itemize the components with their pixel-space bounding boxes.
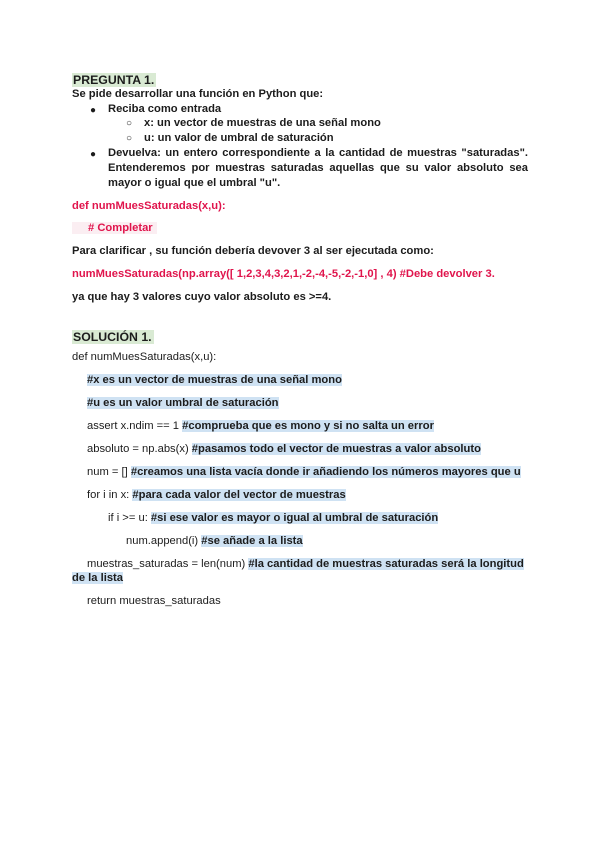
code-def-line: def numMuesSaturadas(x,u): <box>72 351 217 363</box>
sub-bullet-circle-icon: ○ <box>126 118 133 129</box>
code-len-line: muestras_saturadas = len(num) #la cantidad de muestras saturadas será la longitud <box>87 558 524 570</box>
code-num-line: num = [] #creamos una lista vacía donde ir añadiendo los números mayores que u <box>87 466 521 478</box>
code-assert-line: assert x.ndim == 1 #comprueba que es mono y si no salta un error <box>87 420 434 432</box>
code-for-line: for i in x: #para cada valor del vector de muestras <box>87 489 346 501</box>
question-heading <box>72 71 156 89</box>
code-comment-u: #u es un valor umbral de saturación <box>87 397 279 409</box>
question-intro: Se pide desarrollar una función en Python que: <box>72 88 324 100</box>
sub-bullet-circle-icon: ○ <box>126 133 133 144</box>
example-explanation: ya que hay 3 valores cuyo valor absoluto es >=4. <box>72 291 332 303</box>
bullet-dot-icon: ● <box>90 149 97 160</box>
code-if-line: if i >= u: #si ese valor es mayor o igual al umbral de saturación <box>108 512 439 524</box>
function-signature: def numMuesSaturadas(x,u): <box>72 200 226 212</box>
code-append-line: num.append(i) #se añade a la lista <box>126 535 303 547</box>
bullet-output-line3: mayor o igual que el umbral "u". <box>108 177 281 189</box>
sub-bullet-u: u: un valor de umbral de saturación <box>144 132 334 144</box>
solution-title: SOLUCIÓN 1. <box>73 330 152 344</box>
example-call: numMuesSaturadas(np.array([ 1,2,3,4,3,2,1,-2,-4,-5,-2,-1,0] , 4) #Debe devolver 3. <box>72 268 495 280</box>
bullet-output-line2: Entenderemos por muestras saturadas aquellas que su valor absoluto sea <box>108 162 528 174</box>
sub-bullet-x: x: un vector de muestras de una señal mono <box>144 117 381 129</box>
code-comment-x: #x es un vector de muestras de una señal mono <box>87 374 342 386</box>
complete-comment: # Completar <box>72 222 157 234</box>
code-return-line: return muestras_saturadas <box>87 595 221 607</box>
question-title: PREGUNTA 1. <box>73 73 155 87</box>
code-len-line-cont: de la lista <box>72 572 123 584</box>
clarification-text: Para clarificar , su función debería devover 3 al ser ejecutada como: <box>72 245 434 257</box>
bullet-dot-icon: ● <box>90 105 97 116</box>
bullet-input: Reciba como entrada <box>108 103 222 115</box>
code-abs-line: absoluto = np.abs(x) #pasamos todo el vector de muestras a valor absoluto <box>87 443 481 455</box>
bullet-output-line1: Devuelva: un entero correspondiente a la cantidad de muestras "saturadas". <box>108 147 528 159</box>
solution-heading <box>72 328 154 346</box>
